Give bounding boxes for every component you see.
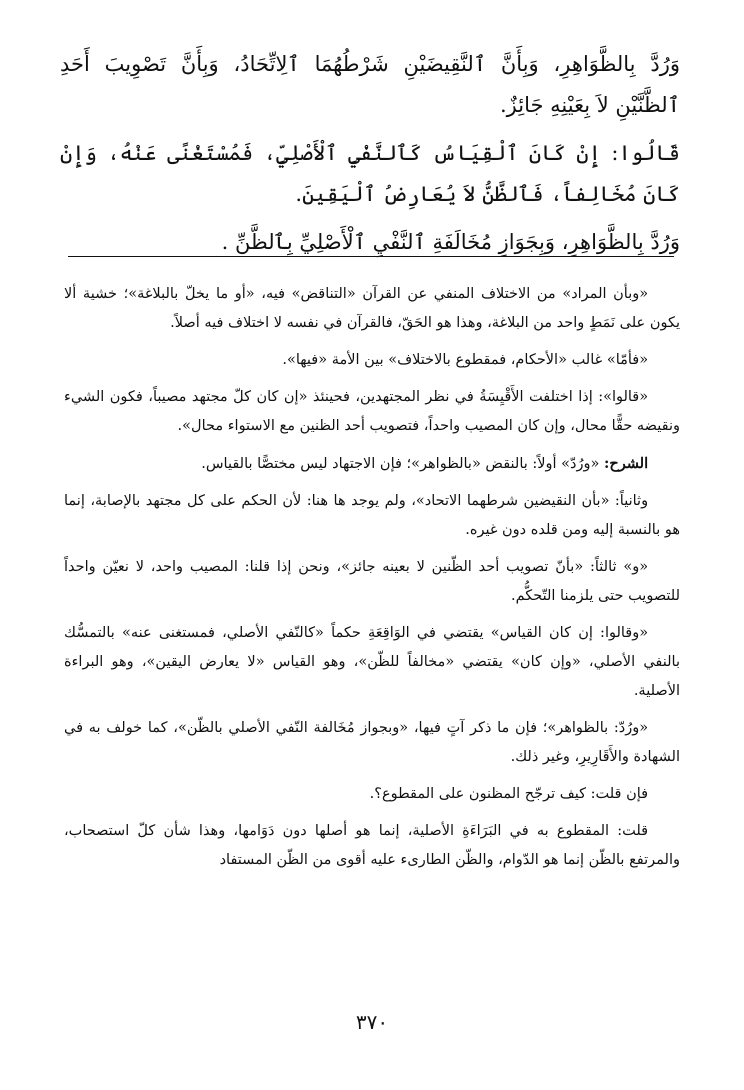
- sharh-paragraph-2: [64, 346, 680, 375]
- page-number: ٣٧٠: [355, 1010, 389, 1034]
- sharh-commentary-block: [64, 280, 680, 883]
- sharh-paragraph-text: «ورُدّ» أولاً: بالنقض «بالظواهر»؛ فإن الاجتهاد ليس مختصًّا بالقياس.: [201, 456, 604, 472]
- sharh-paragraph-text: «فأمّا» غالب «الأحكام، فمقطوع بالاختلاف» بين الأمة «فيها».: [282, 352, 649, 368]
- sharh-paragraph-9: [64, 780, 680, 809]
- sharh-paragraph-3: [64, 383, 680, 441]
- sharh-paragraph-7: [64, 619, 680, 706]
- sharh-paragraph-5: [64, 487, 680, 545]
- matn-paragraph-3: وَرُدَّ بِالظَّوَاهِرِ، وَبِجَوَازِ مُخَالَفَةِ ٱلنَّفْيِ ٱلْأَصْلِيِّ بِٱلظَّنِّ .: [221, 230, 680, 254]
- sharh-heading-label: الشرح:: [604, 455, 649, 472]
- matn-paragraph-1: وَرُدَّ بِالظَّوَاهِرِ، وَبِأَنَّ ٱلنَّقِيضَيْنِ شَرْطُهُمَا ٱلِاتِّحَادُ، وَبِأَنَّ تَصْوِيبَ أَحَدِ ٱلظَّنَّيْنِ لاَ بِعَيْنِهِ جَائِزٌ.: [60, 52, 680, 117]
- sharh-paragraph-10: [64, 817, 680, 875]
- sharh-paragraph-8: [64, 714, 680, 772]
- sharh-paragraph-text: «و» ثالثاً: «بأنّ تصويب أحد الظّنين لا بعينه جائز»، ونحن إذا قلنا: المصيب واحد، لا نعيّن واحداً للتصويب حتى يلزمنا التّحكُّم.: [64, 559, 680, 604]
- separator-rule: [68, 256, 674, 257]
- sharh-paragraph-text: «ورُدّ: بالظواهر»؛ فإن ما ذكر آتٍ فيها، «وبجواز مُخَالفة النّفي الأصلي بالظّن»، كما خولف به في الشهادة والأَقَارِيرِ، وغير ذلك.: [64, 720, 680, 765]
- sharh-paragraph-4: [64, 449, 680, 479]
- sharh-paragraph-text: «وبأن المراد» من الاختلاف المنفي عن القرآن «التناقض» فيه، «أو ما يخلّ بالبلاغة»؛ خشية ألا يكون على نَمَطٍ واحد من البلاغة، وهذا هو الحَقّ، فالقرآن في نفسه لا اختلاف فيه أصلاً.: [64, 286, 680, 331]
- sharh-paragraph-text: وثانياً: «بأن النقيضين شرطهما الاتحاد»، ولم يوجد ها هنا: لأن الحكم على كل مجتهد بالإصابة، إنما هو بالنسبة إليه ومن قلده دون غيره.: [64, 493, 680, 538]
- sharh-paragraph-text: «وقالوا: إن كان القياس» يقتضي في الوَاقِعَةِ حكماً «كالنّفي الأصلي، فمستغنى عنه» بالتمسُّك بالنفي الأصلي، «وإن كان» يقتضي «مخالفاً للظّن»، وهو القياس «لا يعارض اليقين»، وهو البراءة الأصلية.: [64, 625, 680, 699]
- sharh-paragraph-6: [64, 553, 680, 611]
- sharh-paragraph-text: «قالوا»: إذا اختلفت الأَقْيِسَةُ في نظر المجتهدين، فحينئذ «إن كان كلّ مجتهد مصيباً، فكون الشيء ونقيضه حقًّا محال، وإن كان المصيب واحداً، فتصويب أحد الظنين مع الاستواء محال».: [64, 389, 680, 434]
- sharh-paragraph-text: فإن قلت: كيف ترجّح المظنون على المقطوع؟.: [369, 786, 649, 802]
- matn-paragraph-2: قَالُوا: إِنْ كَانَ ٱلْقِيَاسُ كَٱلنَّفْيِ ٱلْأَصْلِيِّ، فَمُسْتَغْنًى عَنْهُ، وَإِنْ كَانَ مُخَالِفاً، فَٱلظَّنُّ لاَ يُعَارِضُ ٱلْيَقِينَ.: [60, 141, 680, 206]
- sharh-paragraph-1: [64, 280, 680, 338]
- sharh-paragraph-text: قلت: المقطوع به في البَرَاءَةِ الأصلية، إنما هو أصلها دون دَوَامها، وهذا شأن كلّ استصحاب، والمرتفع بالظّن إنما هو الدّوام، والظّن الطارىء عليه أقوى من الظّن المستفاد: [64, 823, 680, 868]
- matn-text-block: [60, 44, 680, 270]
